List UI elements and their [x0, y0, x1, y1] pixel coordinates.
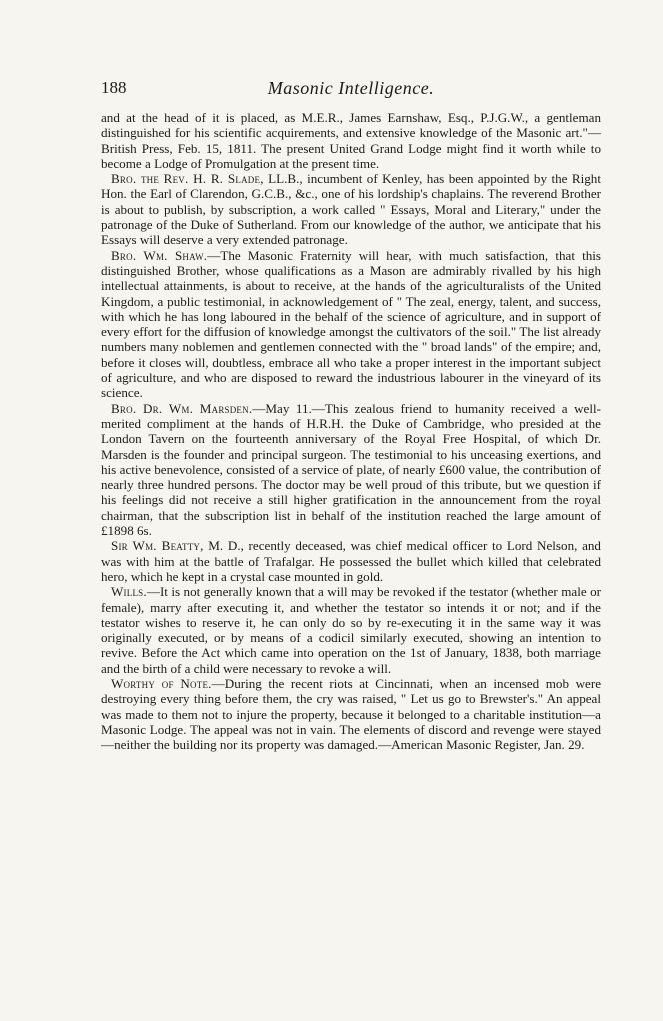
- paragraph-text: —May 11.—This zealous friend to humanity received a well-merited compliment at the hands of H.R.H. the Duke of Cambridge, who presided at the London Tavern on the fourteenth anniversary of the Royal Free Hospital, of which Dr. Marsden is the founder and principal surgeon. The testimonial to his unceasing exertions, and his active benevolence, consisted of a service of plate, of nearly £600 value, the contribution of nearly three hundred persons. The doctor may be well proud of this tribute, but we question if his feelings did not receive a still higher gratification in the announcement from the royal chairman, that the subscription list in behalf of the institution reached the large amount of £1898 6s.: [101, 400, 601, 539]
- paragraph-text: M. D., recently deceased, was chief medical officer to Lord Nelson, and was with him at the battle of Trafalgar. He possessed the bullet which killed that celebrated hero, which he kept in a crystal case mounted in gold.: [101, 538, 601, 584]
- paragraph-text: —The Masonic Fraternity will hear, with much satisfaction, that this distinguished Brother, whose qualifications as a Mason are admirably rivalled by his high intellectual attainments, is about to receive, at the hands of the agriculturalists of the United Kingdom, a public testimonial, in acknowledgement of " The zeal, energy, talent, and success, with which he has long laboured in the behalf of the science of agriculture, and in support of every effort for the diffusion of knowledge amongst the cultivators of the soil." The list already numbers many noblemen and gentlemen connected with the " broad lands" of the empire; and, before it closes will, doubtless, embrace all who take a proper interest in the important subject of agriculture, and who are disposed to reward the industrious labourer in the vineyard of its science.: [101, 247, 601, 401]
- paragraph-lead: Wills.: [111, 584, 147, 600]
- running-title: Masonic Intelligence.: [267, 78, 435, 98]
- paragraph-text: —It is not generally known that a will may be revoked if the testator (whether male or female), marry after executing it, and whether the testator so intends it or not; and if the testator wishes to reserve it, he can only do so by re-executing it in the same way it was originally executed, or by means of a codicil similarly executed, showing an intention to revive. Before the Act which came into operation on the 1st of January, 1838, both marriage and the birth of a child were necessary to revoke a will.: [101, 584, 601, 676]
- paragraph-lodge-promulgation: [101, 110, 601, 171]
- paragraph-wm-shaw: [101, 248, 601, 401]
- paragraph-lead: Bro. Dr. Wm. Marsden.: [111, 400, 253, 416]
- paragraph-rev-slade: [101, 171, 601, 247]
- paragraph-text: and at the head of it is placed, as M.E.R., James Earnshaw, Esq., P.J.G.W., a gentleman distinguished for his scientific acquirements, and extensive knowledge of the Masonic art."—British Press, Feb. 15, 1811. The present United Grand Lodge might find it worth while to become a Lodge of Promulgation at the present time.: [101, 110, 601, 171]
- page-number: 188: [101, 78, 127, 97]
- paragraph-lead: Worthy of Note.: [111, 675, 212, 691]
- paragraph-dr-marsden: [101, 401, 601, 539]
- paragraph-wills: [101, 584, 601, 676]
- paragraph-worthy-of-note: [101, 676, 601, 752]
- page-header: [101, 78, 601, 102]
- article-body: [101, 110, 601, 752]
- paragraph-text: LL.B., incumbent of Kenley, has been appointed by the Right Hon. the Earl of Clarendon, G.C.B., &c., one of his lordship's chaplains. The reverend Brother is about to publish, by subscription, a work called " Essays, Moral and Literary," under the patronage of the Duke of Sutherland. From our knowledge of the author, we anticipate that his Essays will deserve a very extended patronage.: [101, 171, 601, 248]
- paragraph-lead: Sir Wm. Beatty,: [111, 538, 204, 554]
- paragraph-lead: Bro. the Rev. H. R. Slade,: [111, 171, 264, 187]
- paragraph-text: —During the recent riots at Cincinnati, when an incensed mob were destroying every thing before them, the cry was raised, " Let us go to Brewster's." An appeal was made to them not to injure the property, because it belonged to a charitable institution—a Masonic Lodge. The appeal was not in vain. The elements of discord and revenge were stayed—neither the building nor its property was damaged.—American Masonic Register, Jan. 29.: [101, 675, 602, 753]
- paragraph-sir-beatty: [101, 538, 601, 584]
- paragraph-lead: Bro. Wm. Shaw.: [111, 247, 208, 263]
